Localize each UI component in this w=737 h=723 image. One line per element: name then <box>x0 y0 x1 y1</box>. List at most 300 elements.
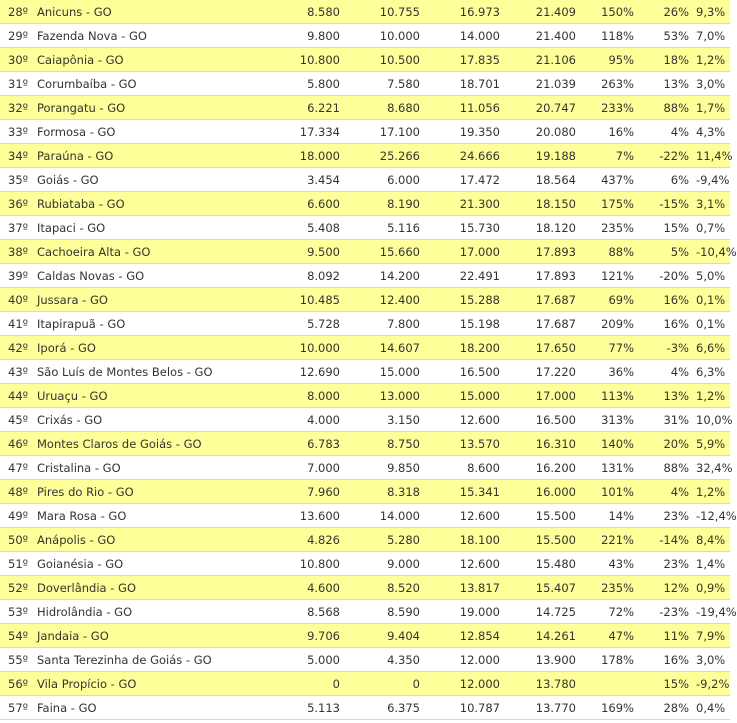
value-3-cell: 18.701 <box>427 72 507 96</box>
change-1-cell: 175% <box>583 192 641 216</box>
value-3-cell: 13.817 <box>427 576 507 600</box>
change-1-cell: 209% <box>583 312 641 336</box>
change-2-cell: 88% <box>641 96 696 120</box>
value-4-cell: 17.220 <box>507 360 583 384</box>
change-1-cell: 72% <box>583 600 641 624</box>
table-row <box>0 600 730 624</box>
change-1-cell: 113% <box>583 384 641 408</box>
change-1-cell: 88% <box>583 240 641 264</box>
change-1-cell: 263% <box>583 72 641 96</box>
value-4-cell: 17.893 <box>507 240 583 264</box>
change-3-cell: 4,3% <box>696 120 730 144</box>
value-3-cell: 18.200 <box>427 336 507 360</box>
change-2-cell: 6% <box>641 168 696 192</box>
change-3-cell: 0,1% <box>696 312 730 336</box>
rank-cell: 57º <box>0 696 35 720</box>
value-2-cell: 6.000 <box>347 168 427 192</box>
value-2-cell: 8.680 <box>347 96 427 120</box>
city-cell: Pires do Rio - GO <box>35 480 258 504</box>
rank-cell: 47º <box>0 456 35 480</box>
change-3-cell: 8,4% <box>696 528 730 552</box>
change-2-cell: -15% <box>641 192 696 216</box>
change-1-cell: 69% <box>583 288 641 312</box>
value-4-cell: 20.080 <box>507 120 583 144</box>
change-3-cell: 0,7% <box>696 216 730 240</box>
table-row <box>0 360 730 384</box>
change-3-cell: -9,2% <box>696 672 730 696</box>
change-1-cell: 235% <box>583 216 641 240</box>
value-4-cell: 13.900 <box>507 648 583 672</box>
value-2-cell: 8.590 <box>347 600 427 624</box>
change-3-cell: 1,4% <box>696 552 730 576</box>
change-2-cell: -23% <box>641 600 696 624</box>
table-row <box>0 504 730 528</box>
change-1-cell: 178% <box>583 648 641 672</box>
city-cell: Fazenda Nova - GO <box>35 24 258 48</box>
table-row <box>0 288 730 312</box>
value-1-cell: 8.568 <box>258 600 347 624</box>
table-row <box>0 312 730 336</box>
change-1-cell: 235% <box>583 576 641 600</box>
value-2-cell: 5.116 <box>347 216 427 240</box>
change-1-cell: 313% <box>583 408 641 432</box>
change-3-cell: 5,0% <box>696 264 730 288</box>
table-row <box>0 432 730 456</box>
change-2-cell: 18% <box>641 48 696 72</box>
value-2-cell: 17.100 <box>347 120 427 144</box>
value-2-cell: 7.580 <box>347 72 427 96</box>
change-2-cell: 15% <box>641 672 696 696</box>
change-2-cell: 16% <box>641 648 696 672</box>
value-4-cell: 18.120 <box>507 216 583 240</box>
city-cell: Jandaia - GO <box>35 624 258 648</box>
value-3-cell: 24.666 <box>427 144 507 168</box>
value-2-cell: 14.000 <box>347 504 427 528</box>
change-1-cell: 150% <box>583 0 641 24</box>
city-cell: Caldas Novas - GO <box>35 264 258 288</box>
rank-cell: 43º <box>0 360 35 384</box>
city-cell: Uruaçu - GO <box>35 384 258 408</box>
city-cell: Caiapônia - GO <box>35 48 258 72</box>
value-2-cell: 15.000 <box>347 360 427 384</box>
rank-cell: 37º <box>0 216 35 240</box>
value-1-cell: 10.800 <box>258 48 347 72</box>
value-2-cell: 3.150 <box>347 408 427 432</box>
value-4-cell: 17.687 <box>507 288 583 312</box>
value-3-cell: 8.600 <box>427 456 507 480</box>
rank-cell: 38º <box>0 240 35 264</box>
change-1-cell: 14% <box>583 504 641 528</box>
value-4-cell: 15.407 <box>507 576 583 600</box>
change-3-cell: 1,2% <box>696 384 730 408</box>
change-3-cell: 7,0% <box>696 24 730 48</box>
table-row <box>0 96 730 120</box>
table-row <box>0 120 730 144</box>
value-4-cell: 16.200 <box>507 456 583 480</box>
value-4-cell: 21.039 <box>507 72 583 96</box>
change-3-cell: 0,4% <box>696 696 730 720</box>
rank-cell: 51º <box>0 552 35 576</box>
city-cell: Santa Terezinha de Goiás - GO <box>35 648 258 672</box>
change-2-cell: -3% <box>641 336 696 360</box>
value-4-cell: 15.480 <box>507 552 583 576</box>
change-2-cell: 5% <box>641 240 696 264</box>
city-cell: Paraúna - GO <box>35 144 258 168</box>
city-cell: Montes Claros de Goiás - GO <box>35 432 258 456</box>
value-1-cell: 4.600 <box>258 576 347 600</box>
value-1-cell: 5.408 <box>258 216 347 240</box>
value-2-cell: 25.266 <box>347 144 427 168</box>
value-2-cell: 4.350 <box>347 648 427 672</box>
change-1-cell: 221% <box>583 528 641 552</box>
city-cell: Anápolis - GO <box>35 528 258 552</box>
rank-cell: 50º <box>0 528 35 552</box>
value-3-cell: 15.000 <box>427 384 507 408</box>
change-2-cell: -20% <box>641 264 696 288</box>
city-cell: Goiás - GO <box>35 168 258 192</box>
change-3-cell: 0,1% <box>696 288 730 312</box>
value-2-cell: 9.850 <box>347 456 427 480</box>
rank-cell: 28º <box>0 0 35 24</box>
value-4-cell: 17.687 <box>507 312 583 336</box>
value-4-cell: 17.650 <box>507 336 583 360</box>
city-cell: Vila Propício - GO <box>35 672 258 696</box>
value-1-cell: 12.690 <box>258 360 347 384</box>
change-2-cell: 16% <box>641 288 696 312</box>
value-2-cell: 10.500 <box>347 48 427 72</box>
table-row <box>0 0 730 24</box>
value-3-cell: 14.000 <box>427 24 507 48</box>
city-cell: Mara Rosa - GO <box>35 504 258 528</box>
change-1-cell <box>583 672 641 696</box>
rank-cell: 39º <box>0 264 35 288</box>
table-row <box>0 144 730 168</box>
value-4-cell: 15.500 <box>507 528 583 552</box>
change-3-cell: 7,9% <box>696 624 730 648</box>
change-3-cell: -10,4% <box>696 240 730 264</box>
city-cell: Itapaci - GO <box>35 216 258 240</box>
rank-cell: 56º <box>0 672 35 696</box>
change-2-cell: 4% <box>641 120 696 144</box>
change-2-cell: 28% <box>641 696 696 720</box>
value-3-cell: 21.300 <box>427 192 507 216</box>
value-2-cell: 8.520 <box>347 576 427 600</box>
change-1-cell: 95% <box>583 48 641 72</box>
value-1-cell: 6.600 <box>258 192 347 216</box>
rank-cell: 34º <box>0 144 35 168</box>
city-cell: Crixás - GO <box>35 408 258 432</box>
rank-cell: 40º <box>0 288 35 312</box>
value-4-cell: 21.409 <box>507 0 583 24</box>
table-row <box>0 456 730 480</box>
change-2-cell: -14% <box>641 528 696 552</box>
city-cell: Anicuns - GO <box>35 0 258 24</box>
value-1-cell: 13.600 <box>258 504 347 528</box>
change-3-cell: -12,4% <box>696 504 730 528</box>
city-cell: São Luís de Montes Belos - GO <box>35 360 258 384</box>
change-1-cell: 77% <box>583 336 641 360</box>
value-4-cell: 21.106 <box>507 48 583 72</box>
rank-cell: 29º <box>0 24 35 48</box>
value-4-cell: 16.500 <box>507 408 583 432</box>
value-1-cell: 3.454 <box>258 168 347 192</box>
value-1-cell: 9.800 <box>258 24 347 48</box>
table-row <box>0 240 730 264</box>
value-2-cell: 13.000 <box>347 384 427 408</box>
rank-cell: 46º <box>0 432 35 456</box>
value-2-cell: 8.750 <box>347 432 427 456</box>
value-4-cell: 15.500 <box>507 504 583 528</box>
table-row <box>0 48 730 72</box>
change-3-cell: -9,4% <box>696 168 730 192</box>
value-4-cell: 19.188 <box>507 144 583 168</box>
city-cell: Corumbaíba - GO <box>35 72 258 96</box>
city-cell: Itapirapuã - GO <box>35 312 258 336</box>
value-2-cell: 14.607 <box>347 336 427 360</box>
value-3-cell: 15.198 <box>427 312 507 336</box>
value-1-cell: 18.000 <box>258 144 347 168</box>
city-cell: Formosa - GO <box>35 120 258 144</box>
value-2-cell: 9.000 <box>347 552 427 576</box>
value-2-cell: 8.190 <box>347 192 427 216</box>
table-row <box>0 648 730 672</box>
change-3-cell: 1,2% <box>696 48 730 72</box>
value-3-cell: 12.600 <box>427 504 507 528</box>
rank-cell: 30º <box>0 48 35 72</box>
value-1-cell: 9.500 <box>258 240 347 264</box>
value-1-cell: 7.960 <box>258 480 347 504</box>
value-3-cell: 15.288 <box>427 288 507 312</box>
change-3-cell: 0,9% <box>696 576 730 600</box>
value-1-cell: 0 <box>258 672 347 696</box>
change-3-cell: 6,6% <box>696 336 730 360</box>
value-1-cell: 4.000 <box>258 408 347 432</box>
rank-cell: 54º <box>0 624 35 648</box>
table-row <box>0 624 730 648</box>
value-4-cell: 18.564 <box>507 168 583 192</box>
rank-cell: 41º <box>0 312 35 336</box>
value-1-cell: 10.000 <box>258 336 347 360</box>
change-3-cell: -19,4% <box>696 600 730 624</box>
value-1-cell: 7.000 <box>258 456 347 480</box>
change-2-cell: 12% <box>641 576 696 600</box>
table-row <box>0 264 730 288</box>
value-1-cell: 6.783 <box>258 432 347 456</box>
change-2-cell: 13% <box>641 384 696 408</box>
change-1-cell: 233% <box>583 96 641 120</box>
value-1-cell: 9.706 <box>258 624 347 648</box>
value-1-cell: 5.113 <box>258 696 347 720</box>
value-4-cell: 16.000 <box>507 480 583 504</box>
change-3-cell: 11,4% <box>696 144 730 168</box>
value-3-cell: 16.500 <box>427 360 507 384</box>
value-3-cell: 19.000 <box>427 600 507 624</box>
city-cell: Jussara - GO <box>35 288 258 312</box>
value-3-cell: 16.973 <box>427 0 507 24</box>
value-2-cell: 8.318 <box>347 480 427 504</box>
value-4-cell: 16.310 <box>507 432 583 456</box>
table-row <box>0 408 730 432</box>
value-1-cell: 8.000 <box>258 384 347 408</box>
value-2-cell: 7.800 <box>347 312 427 336</box>
rank-cell: 32º <box>0 96 35 120</box>
value-1-cell: 10.485 <box>258 288 347 312</box>
rank-cell: 45º <box>0 408 35 432</box>
change-3-cell: 32,4% <box>696 456 730 480</box>
value-3-cell: 12.000 <box>427 648 507 672</box>
change-1-cell: 7% <box>583 144 641 168</box>
change-2-cell: 4% <box>641 360 696 384</box>
change-2-cell: -22% <box>641 144 696 168</box>
table-row <box>0 24 730 48</box>
value-3-cell: 12.600 <box>427 552 507 576</box>
value-2-cell: 10.755 <box>347 0 427 24</box>
value-2-cell: 10.000 <box>347 24 427 48</box>
city-cell: Cristalina - GO <box>35 456 258 480</box>
rank-cell: 44º <box>0 384 35 408</box>
value-1-cell: 4.826 <box>258 528 347 552</box>
change-2-cell: 26% <box>641 0 696 24</box>
table-row <box>0 72 730 96</box>
change-3-cell: 10,0% <box>696 408 730 432</box>
value-3-cell: 18.100 <box>427 528 507 552</box>
change-1-cell: 16% <box>583 120 641 144</box>
rank-cell: 49º <box>0 504 35 528</box>
table-row <box>0 216 730 240</box>
change-2-cell: 15% <box>641 216 696 240</box>
change-1-cell: 43% <box>583 552 641 576</box>
value-3-cell: 17.000 <box>427 240 507 264</box>
change-1-cell: 118% <box>583 24 641 48</box>
value-3-cell: 12.000 <box>427 672 507 696</box>
value-1-cell: 8.092 <box>258 264 347 288</box>
change-1-cell: 437% <box>583 168 641 192</box>
value-2-cell: 15.660 <box>347 240 427 264</box>
change-2-cell: 13% <box>641 72 696 96</box>
value-4-cell: 17.000 <box>507 384 583 408</box>
value-1-cell: 10.800 <box>258 552 347 576</box>
table-row <box>0 336 730 360</box>
change-3-cell: 3,0% <box>696 648 730 672</box>
change-2-cell: 20% <box>641 432 696 456</box>
change-3-cell: 5,9% <box>696 432 730 456</box>
value-4-cell: 21.400 <box>507 24 583 48</box>
value-1-cell: 5.728 <box>258 312 347 336</box>
change-3-cell: 3,1% <box>696 192 730 216</box>
value-1-cell: 5.000 <box>258 648 347 672</box>
value-4-cell: 14.261 <box>507 624 583 648</box>
change-2-cell: 11% <box>641 624 696 648</box>
table-row <box>0 552 730 576</box>
change-2-cell: 31% <box>641 408 696 432</box>
rank-cell: 36º <box>0 192 35 216</box>
value-3-cell: 22.491 <box>427 264 507 288</box>
rank-cell: 31º <box>0 72 35 96</box>
value-3-cell: 12.600 <box>427 408 507 432</box>
value-1-cell: 8.580 <box>258 0 347 24</box>
change-2-cell: 16% <box>641 312 696 336</box>
value-2-cell: 14.200 <box>347 264 427 288</box>
change-1-cell: 140% <box>583 432 641 456</box>
table-row <box>0 480 730 504</box>
city-cell: Rubiataba - GO <box>35 192 258 216</box>
city-cell: Goianésia - GO <box>35 552 258 576</box>
value-3-cell: 17.472 <box>427 168 507 192</box>
value-4-cell: 17.893 <box>507 264 583 288</box>
table-row <box>0 192 730 216</box>
city-cell: Hidrolândia - GO <box>35 600 258 624</box>
value-3-cell: 10.787 <box>427 696 507 720</box>
value-3-cell: 11.056 <box>427 96 507 120</box>
rank-cell: 52º <box>0 576 35 600</box>
value-3-cell: 12.854 <box>427 624 507 648</box>
city-cell: Doverlândia - GO <box>35 576 258 600</box>
value-4-cell: 13.780 <box>507 672 583 696</box>
table-row <box>0 384 730 408</box>
value-2-cell: 9.404 <box>347 624 427 648</box>
value-3-cell: 15.730 <box>427 216 507 240</box>
change-3-cell: 1,2% <box>696 480 730 504</box>
city-cell: Iporá - GO <box>35 336 258 360</box>
value-3-cell: 15.341 <box>427 480 507 504</box>
change-1-cell: 169% <box>583 696 641 720</box>
change-1-cell: 101% <box>583 480 641 504</box>
value-2-cell: 0 <box>347 672 427 696</box>
change-1-cell: 36% <box>583 360 641 384</box>
city-cell: Porangatu - GO <box>35 96 258 120</box>
value-1-cell: 6.221 <box>258 96 347 120</box>
value-1-cell: 17.334 <box>258 120 347 144</box>
rank-cell: 35º <box>0 168 35 192</box>
value-4-cell: 20.747 <box>507 96 583 120</box>
city-cell: Faina - GO <box>35 696 258 720</box>
table-row <box>0 528 730 552</box>
change-3-cell: 1,7% <box>696 96 730 120</box>
change-2-cell: 4% <box>641 480 696 504</box>
value-2-cell: 6.375 <box>347 696 427 720</box>
rank-cell: 55º <box>0 648 35 672</box>
table-row <box>0 168 730 192</box>
rank-cell: 53º <box>0 600 35 624</box>
rank-cell: 33º <box>0 120 35 144</box>
change-3-cell: 9,3% <box>696 0 730 24</box>
table-row <box>0 672 730 696</box>
value-4-cell: 18.150 <box>507 192 583 216</box>
change-3-cell: 3,0% <box>696 72 730 96</box>
change-1-cell: 47% <box>583 624 641 648</box>
rank-cell: 42º <box>0 336 35 360</box>
rank-cell: 48º <box>0 480 35 504</box>
change-2-cell: 23% <box>641 504 696 528</box>
change-1-cell: 131% <box>583 456 641 480</box>
value-1-cell: 5.800 <box>258 72 347 96</box>
city-cell: Cachoeira Alta - GO <box>35 240 258 264</box>
change-3-cell: 6,3% <box>696 360 730 384</box>
change-2-cell: 23% <box>641 552 696 576</box>
value-3-cell: 19.350 <box>427 120 507 144</box>
change-2-cell: 53% <box>641 24 696 48</box>
value-2-cell: 5.280 <box>347 528 427 552</box>
value-3-cell: 17.835 <box>427 48 507 72</box>
value-3-cell: 13.570 <box>427 432 507 456</box>
change-2-cell: 88% <box>641 456 696 480</box>
value-4-cell: 13.770 <box>507 696 583 720</box>
table-row <box>0 696 730 720</box>
value-4-cell: 14.725 <box>507 600 583 624</box>
table-row <box>0 576 730 600</box>
change-1-cell: 121% <box>583 264 641 288</box>
value-2-cell: 12.400 <box>347 288 427 312</box>
